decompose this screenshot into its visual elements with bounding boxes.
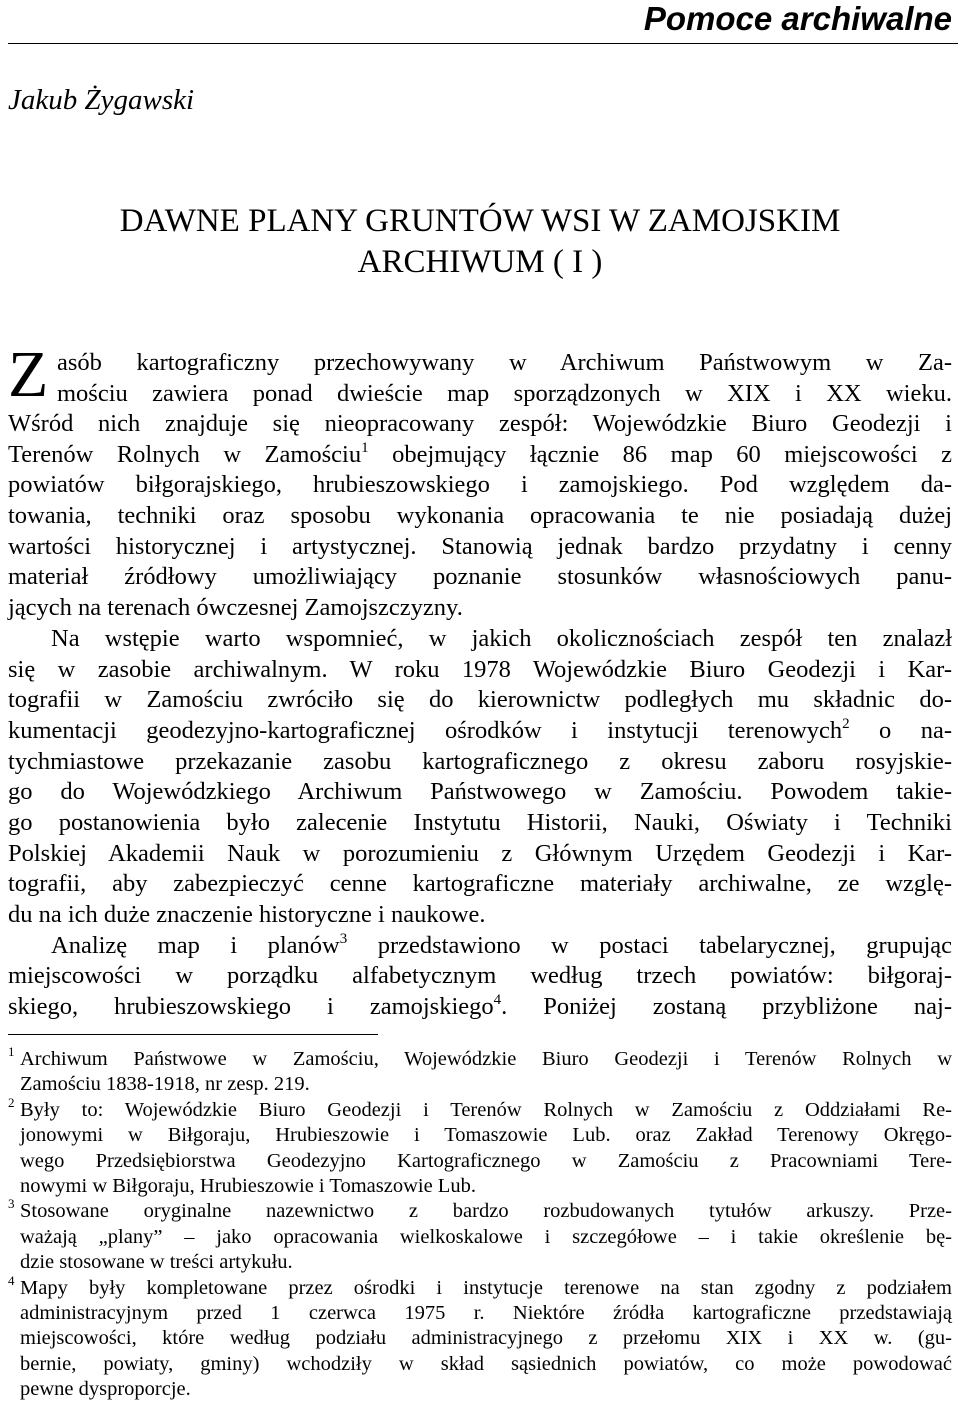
- footnote-line: 1 Archiwum Państwowe w Zamościu, Wojewódzkie Biuro Geodezji i Terenów Rolnych w: [8, 1044, 952, 1070]
- footnote-line: [8, 1225, 952, 1250]
- header-rule: [8, 43, 958, 44]
- article-title-line-2: ARCHIWUM ( I ): [357, 244, 603, 280]
- body-line: [8, 747, 952, 778]
- body-text: się w zasobie archiwalnym. W roku 1978 Wojewódzkie Biuro Geodezji i Kar-: [8, 655, 952, 683]
- body-text: materiał źródłowy umożliwiający poznanie stosunków własnościowych panu-: [8, 563, 952, 591]
- body-text: . Poniżej zostaną przybliżone naj-: [501, 993, 952, 1021]
- body-text: Na wstępie warto wspomnieć, w jakich okolicznościach zespół ten znalazł: [51, 624, 952, 652]
- body-text: towania, techniki oraz sposobu wykonania opracowania te nie posiadają dużej: [8, 502, 952, 530]
- body-text: wartości historycznej i artystycznej. Stanowią jednak bardzo przydatny i cenny: [8, 532, 952, 560]
- body-line: [8, 777, 952, 808]
- footnote-line: [8, 1250, 952, 1275]
- article-title-line-1: DAWNE PLANY GRUNTÓW WSI W ZAMOJSKIM: [119, 203, 841, 239]
- footnote-line: [8, 1072, 952, 1097]
- body-line: asób kartograficzny przechowywany w Archiwum Państwowym w Za-: [57, 349, 952, 376]
- footnote-text: jonowymi w Biłgoraju, Hrubieszowie i Tomaszowie Lub. oraz Zakład Terenowy Okręgo-: [20, 1124, 952, 1147]
- body-line: [8, 931, 952, 962]
- body-line: [8, 961, 952, 992]
- body-line: [8, 470, 952, 501]
- body-text: Terenów Rolnych w Zamościu: [8, 440, 362, 468]
- body-text: powiatów biłgorajskiego, hrubieszowskiego i zamojskiego. Pod względem da-: [8, 471, 952, 499]
- body-line: [8, 501, 952, 532]
- footnote-ref[interactable]: 2: [842, 715, 850, 732]
- article-body: [8, 409, 952, 1023]
- opening-lines: [57, 348, 952, 409]
- body-text: miejscowości w porządku alfabetycznym według trzech powiatów: biłgoraj-: [8, 962, 952, 990]
- footnote-text: dzie stosowane w treści artykułu.: [20, 1251, 293, 1274]
- body-text: tychmiastowe przekazanie zasobu kartograficznego z okresu zaboru rosyjskie-: [8, 747, 952, 775]
- footnote-text: pewne dysproporcje.: [20, 1378, 191, 1401]
- footnote-text: miejscowości, które według podziału administracyjnego z przełomu XIX i XX w. (gu-: [20, 1327, 952, 1350]
- body-line: [8, 440, 952, 471]
- body-line: [8, 562, 952, 593]
- body-line: [8, 716, 952, 747]
- body-line: [8, 593, 952, 624]
- body-line: [8, 532, 952, 563]
- body-line: mościu zawiera ponad dwieście map sporządzonych w XIX i XX wieku.: [57, 379, 952, 407]
- footnote-ref[interactable]: 3: [339, 930, 348, 947]
- footnote-line: 2 Były to: Wojewódzkie Biuro Geodezji i Terenów Rolnych w Zamościu z Oddziałami Re-: [8, 1094, 952, 1121]
- footnote-text: Były to: Wojewódzkie Biuro Geodezji i Terenów Rolnych w Zamościu z Oddziałami Re-: [20, 1098, 952, 1121]
- footnotes: [8, 1044, 952, 1402]
- body-line: [8, 839, 952, 870]
- body-text: go postanowienia było zalecenie Instytutu Historii, Nauki, Oświaty i Techniki: [8, 808, 952, 836]
- footnote-line: 4 Mapy były kompletowane przez ośrodki i instytucje terenowe na stan zgodny z podziałem: [8, 1272, 952, 1299]
- body-line: [8, 992, 952, 1023]
- body-line: [8, 624, 952, 655]
- body-line: [8, 685, 952, 716]
- footnote-text: bernie, powiaty, gminy) wchodziły w skład sąsiednich powiatów, co może powodować: [20, 1352, 952, 1375]
- body-line: [8, 655, 952, 686]
- footnote-line: [8, 1301, 952, 1326]
- footnote-text: Mapy były kompletowane przez ośrodki i instytucje terenowe na stan zgodny z podziałem: [20, 1276, 952, 1299]
- footnote-ref[interactable]: 4: [493, 992, 502, 1009]
- footnote-ref[interactable]: 1: [361, 439, 369, 456]
- body-text: tografii, aby zabezpieczyć cenne kartograficzne materiały archiwalne, ze wzglę-: [8, 870, 952, 898]
- body-line: [8, 409, 952, 440]
- section-header: Pomoce archiwalne: [643, 0, 952, 37]
- body-text: tografii w Zamościu zwróciło się do kierownictw podległych mu składnic do-: [8, 686, 952, 714]
- footnote-line: [8, 1352, 952, 1377]
- body-line: [8, 869, 952, 900]
- body-text: obejmujący łącznie 86 map 60 miejscowości z: [368, 440, 952, 468]
- footnote-text: Zamościu 1838-1918, nr zesp. 219.: [20, 1073, 310, 1096]
- body-text: o na-: [849, 716, 952, 744]
- footnote-text: nowymi w Biłgoraju, Hrubieszowie i Tomaszowie Lub.: [20, 1174, 476, 1197]
- footnote-line: [8, 1149, 952, 1174]
- footnote-rule: [8, 1034, 378, 1035]
- drop-cap: Z: [8, 338, 49, 411]
- footnote-text: ważają „plany” – jako opracowania wielkoskalowe i szczegółowe – i takie określenie bę-: [20, 1225, 952, 1248]
- body-text: skiego, hrubieszowskiego i zamojskiego: [8, 993, 494, 1021]
- body-text: kumentacji geodezyjno-kartograficznej ośrodków i instytucji terenowych: [8, 716, 843, 744]
- body-text: go do Wojewódzkiego Archiwum Państwowego w Zamościu. Powodem takie-: [8, 778, 952, 806]
- footnote-text: Archiwum Państwowe w Zamościu, Wojewódzkie Biuro Geodezji i Terenów Rolnych w: [20, 1048, 952, 1070]
- body-text: Wśród nich znajduje się nieopracowany zespół: Wojewódzkie Biuro Geodezji i: [8, 410, 952, 437]
- footnote-line: [8, 1174, 952, 1199]
- footnote-text: Stosowane oryginalne nazewnictwo z bardzo rozbudowanych tytułów arkuszy. Prze-: [20, 1200, 952, 1223]
- footnote-line: [8, 1326, 952, 1351]
- body-text: Polskiej Akademii Nauk w porozumieniu z Głównym Urzędem Geodezji i Kar-: [8, 839, 952, 867]
- body-text: Analizę map i planów: [51, 931, 340, 959]
- author-name: Jakub Żygawski: [8, 84, 195, 116]
- footnote-line: 3 Stosowane oryginalne nazewnictwo z bardzo rozbudowanych tytułów arkuszy. Prze-: [8, 1196, 952, 1223]
- body-line: [8, 808, 952, 839]
- footnote-line: [8, 1123, 952, 1148]
- body-line: [8, 900, 952, 931]
- footnote-text: administracyjnym przed 1 czerwca 1975 r. Niektóre źródła kartograficzne przedstawiają: [20, 1301, 952, 1324]
- body-text: du na ich duże znaczenie historyczne i naukowe.: [8, 901, 486, 928]
- footnote-line: [8, 1377, 952, 1402]
- body-text: przedstawiono w postaci tabelarycznej, grupując: [347, 931, 952, 959]
- body-text: jących na terenach ówczesnej Zamojszczyzny.: [8, 594, 463, 622]
- footnote-text: wego Przedsiębiorstwa Geodezyjno Kartograficznego w Zamościu z Pracowniami Tere-: [20, 1149, 952, 1172]
